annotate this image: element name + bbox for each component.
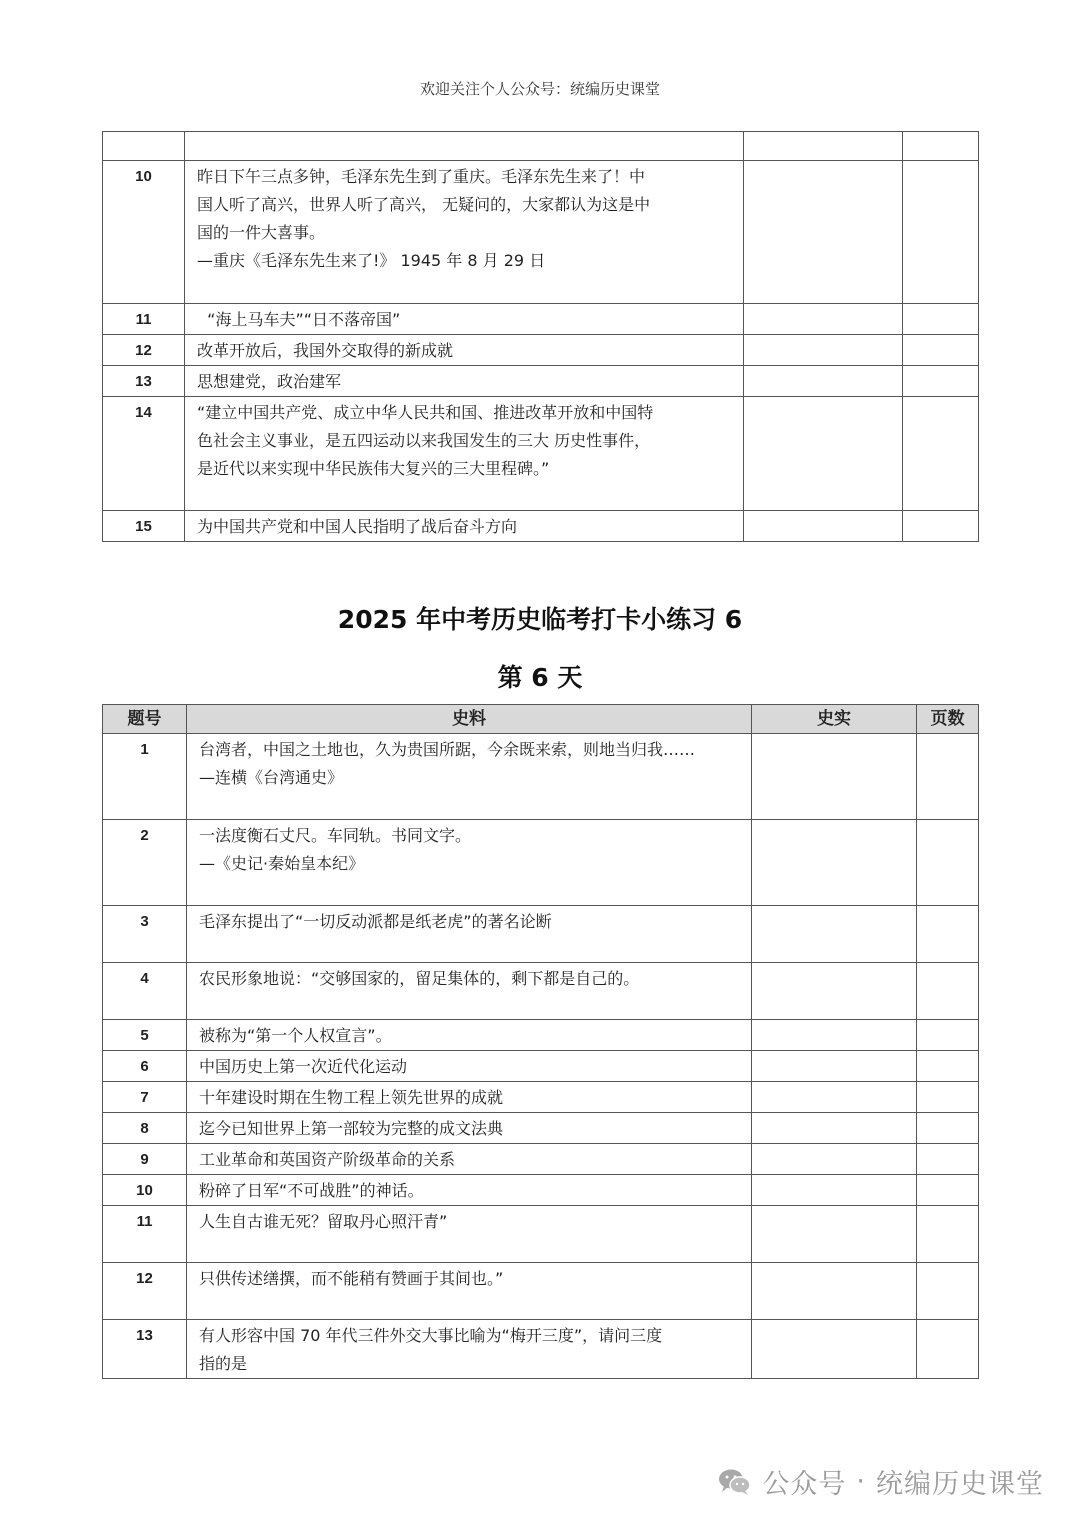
fact-cell[interactable] bbox=[752, 734, 917, 820]
table-row bbox=[103, 511, 979, 542]
row-material: 为中国共产党和中国人民指明了战后奋斗方向 bbox=[185, 511, 744, 542]
page-cell[interactable] bbox=[917, 1113, 979, 1144]
fact-cell[interactable] bbox=[752, 820, 917, 906]
row-number: 8 bbox=[103, 1113, 187, 1144]
row-material: 中国历史上第一次近代化运动 bbox=[187, 1051, 752, 1082]
row-number: 13 bbox=[103, 1320, 187, 1379]
fact-cell[interactable] bbox=[752, 1263, 917, 1320]
row-material: 人生自古谁无死？留取丹心照汗青” bbox=[187, 1206, 752, 1263]
page-cell[interactable] bbox=[903, 511, 979, 542]
fact-cell[interactable] bbox=[752, 1082, 917, 1113]
row-number: 4 bbox=[103, 963, 187, 1020]
table-row bbox=[103, 1082, 979, 1113]
wechat-icon bbox=[718, 1468, 752, 1496]
fact-cell[interactable] bbox=[744, 397, 903, 511]
fact-cell[interactable] bbox=[752, 1175, 917, 1206]
table-row bbox=[103, 397, 979, 511]
page-cell[interactable] bbox=[903, 304, 979, 335]
row-number: 13 bbox=[103, 366, 185, 397]
row-material bbox=[185, 161, 744, 304]
table-previous-exercise bbox=[102, 131, 979, 542]
page-cell[interactable] bbox=[917, 1051, 979, 1082]
row-number: 3 bbox=[103, 906, 187, 963]
page-cell[interactable] bbox=[917, 963, 979, 1020]
header-material: 史料 bbox=[187, 705, 752, 734]
row-number: 12 bbox=[103, 1263, 187, 1320]
material-line: 色社会主义事业，是五四运动以来我国发生的三大 历史性事件， bbox=[197, 431, 651, 450]
fact-cell[interactable] bbox=[752, 1113, 917, 1144]
table-row bbox=[103, 906, 979, 963]
fact-cell[interactable] bbox=[752, 1020, 917, 1051]
fact-cell[interactable] bbox=[752, 1144, 917, 1175]
page-cell[interactable] bbox=[917, 906, 979, 963]
row-number: 9 bbox=[103, 1144, 187, 1175]
material-line: 昨日下午三点多钟，毛泽东先生到了重庆。毛泽东先生来了！中 bbox=[197, 167, 646, 186]
material-line: 台湾者，中国之土地也，久为贵国所踞，今余既来索，则地当归我…… bbox=[199, 740, 696, 759]
page-cell[interactable] bbox=[917, 1144, 979, 1175]
watermark-dot: · bbox=[856, 1466, 866, 1497]
row-material: “海上马车夫”“日不落帝国” bbox=[185, 304, 744, 335]
material-line: 指的是 bbox=[199, 1354, 248, 1373]
row-number: 2 bbox=[103, 820, 187, 906]
row-number: 5 bbox=[103, 1020, 187, 1051]
material-line: “建立中国共产党、成立中华人民共和国、推进改革开放和中国特 bbox=[197, 403, 654, 422]
fact-cell[interactable] bbox=[744, 132, 903, 161]
material-line: —《史记·秦始皇本纪》 bbox=[199, 854, 365, 873]
watermark-prefix: 公众号 bbox=[762, 1469, 847, 1500]
row-number: 10 bbox=[103, 161, 185, 304]
fact-cell[interactable] bbox=[752, 1320, 917, 1379]
material-line: 是近代以来实现中华民族伟大复兴的三大里程碑。” bbox=[197, 459, 550, 478]
table-row bbox=[103, 1263, 979, 1320]
row-material: 被称为“第一个人权宣言”。 bbox=[187, 1020, 752, 1051]
material-line: —重庆《毛泽东先生来了!》 1945 年 8 月 29 日 bbox=[197, 251, 546, 270]
table-row bbox=[103, 1051, 979, 1082]
page-cell[interactable] bbox=[903, 397, 979, 511]
watermark bbox=[718, 1462, 1044, 1501]
row-material: 改革开放后，我国外交取得的新成就 bbox=[185, 335, 744, 366]
row-number: 10 bbox=[103, 1175, 187, 1206]
table-row bbox=[103, 1206, 979, 1263]
row-number: 1 bbox=[103, 734, 187, 820]
row-number: 12 bbox=[103, 335, 185, 366]
row-number: 6 bbox=[103, 1051, 187, 1082]
row-number: 14 bbox=[103, 397, 185, 511]
table-row bbox=[103, 304, 979, 335]
fact-cell[interactable] bbox=[744, 161, 903, 304]
header-fact: 史实 bbox=[752, 705, 917, 734]
material-line: 有人形容中国 70 年代三件外交大事比喻为“梅开三度”，请问三度 bbox=[199, 1326, 663, 1345]
material-line: 国的一件大喜事。 bbox=[197, 223, 326, 242]
table-day-6 bbox=[102, 704, 979, 1379]
header-page: 页数 bbox=[917, 705, 979, 734]
fact-cell[interactable] bbox=[752, 963, 917, 1020]
row-material: 粉碎了日军“不可战胜”的神话。 bbox=[187, 1175, 752, 1206]
material-line: 一法度衡石丈尺。车同轨。书同文字。 bbox=[199, 826, 472, 845]
row-material: 迄今已知世界上第一部较为完整的成文法典 bbox=[187, 1113, 752, 1144]
row-material bbox=[187, 734, 752, 820]
page-header: 欢迎关注个人公众号：统编历史课堂 bbox=[419, 80, 660, 98]
material-line: 国人听了高兴，世界人听了高兴， 无疑问的，大家都认为这是中 bbox=[197, 195, 651, 214]
row-material bbox=[185, 132, 744, 161]
row-number bbox=[103, 132, 185, 161]
row-material: 工业革命和英国资产阶级革命的关系 bbox=[187, 1144, 752, 1175]
row-number: 7 bbox=[103, 1082, 187, 1113]
page-cell[interactable] bbox=[917, 734, 979, 820]
page-cell[interactable] bbox=[917, 1175, 979, 1206]
row-number: 11 bbox=[103, 304, 185, 335]
row-material: 毛泽东提出了“一切反动派都是纸老虎”的著名论断 bbox=[187, 906, 752, 963]
page-title: 2025 年中考历史临考打卡小练习 6 bbox=[337, 605, 743, 634]
page-cell[interactable] bbox=[917, 1206, 979, 1263]
page-cell[interactable] bbox=[903, 335, 979, 366]
table-row bbox=[103, 1020, 979, 1051]
table-row bbox=[103, 1144, 979, 1175]
page-cell[interactable] bbox=[903, 132, 979, 161]
table-row bbox=[103, 734, 979, 820]
table-row bbox=[103, 1320, 979, 1379]
fact-cell[interactable] bbox=[752, 906, 917, 963]
fact-cell[interactable] bbox=[744, 511, 903, 542]
page-cell[interactable] bbox=[917, 1082, 979, 1113]
table-row bbox=[103, 366, 979, 397]
row-number: 11 bbox=[103, 1206, 187, 1263]
page-cell[interactable] bbox=[917, 1320, 979, 1379]
fact-cell[interactable] bbox=[744, 366, 903, 397]
page-cell[interactable] bbox=[903, 366, 979, 397]
row-material: 只供传述缮撰，而不能稍有赞画于其间也。” bbox=[187, 1263, 752, 1320]
fact-cell[interactable] bbox=[752, 1051, 917, 1082]
table-row bbox=[103, 820, 979, 906]
row-material bbox=[187, 820, 752, 906]
header-number: 题号 bbox=[103, 705, 187, 734]
row-material: 思想建党，政治建军 bbox=[185, 366, 744, 397]
row-number: 15 bbox=[103, 511, 185, 542]
table-row bbox=[103, 1175, 979, 1206]
table-row bbox=[103, 161, 979, 304]
page-cell[interactable] bbox=[917, 1263, 979, 1320]
table-row bbox=[103, 335, 979, 366]
page-cell[interactable] bbox=[917, 1020, 979, 1051]
page-cell[interactable] bbox=[903, 161, 979, 304]
fact-cell[interactable] bbox=[744, 335, 903, 366]
row-material: 农民形象地说：“交够国家的，留足集体的，剩下都是自己的。 bbox=[187, 963, 752, 1020]
table-row bbox=[103, 963, 979, 1020]
row-material bbox=[187, 1320, 752, 1379]
table-row bbox=[103, 1113, 979, 1144]
row-material bbox=[185, 397, 744, 511]
material-line: —连横《台湾通史》 bbox=[199, 768, 344, 787]
page-subtitle: 第 6 天 bbox=[497, 663, 583, 692]
fact-cell[interactable] bbox=[744, 304, 903, 335]
watermark-name: 统编历史课堂 bbox=[876, 1469, 1044, 1500]
row-material: 十年建设时期在生物工程上领先世界的成就 bbox=[187, 1082, 752, 1113]
table-row bbox=[103, 132, 979, 161]
table-header-row bbox=[103, 705, 979, 734]
page-cell[interactable] bbox=[917, 820, 979, 906]
fact-cell[interactable] bbox=[752, 1206, 917, 1263]
